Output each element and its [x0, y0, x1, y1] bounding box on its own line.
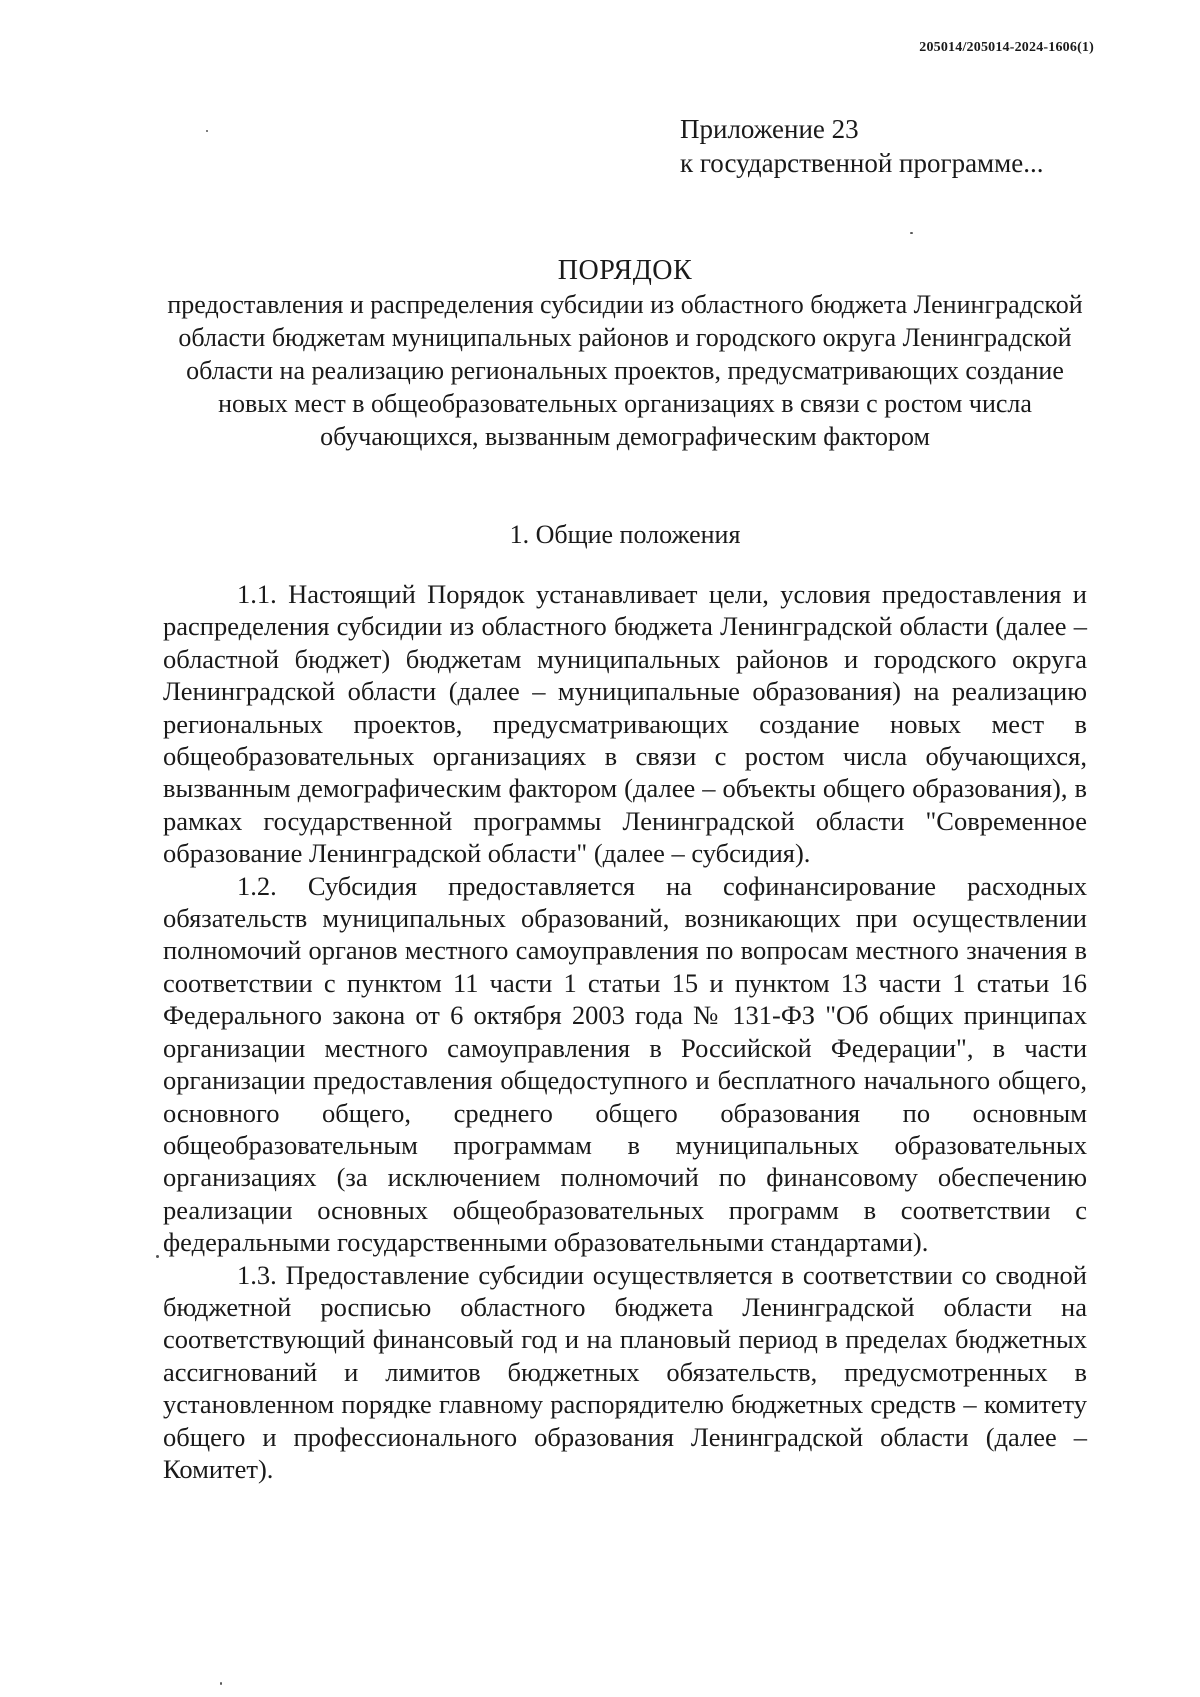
paragraph-1-2: 1.2. Субсидия предоставляется на софинансирование расходных обязательств муниципальных образований, возникающих при осуществлении полномочий органов местного самоуправления по вопросам местного значения в соответствии с пунктом 11 части 1 статьи 15 и пунктом 13 части 1 статьи 16 Федерального закона от 6 октября 2003 года № 131-ФЗ "Об общих принципах организации местного самоуправления в Российской Федерации", в части организации предоставления общедоступного и бесплатного начального общего, основного общего, среднего общего образования по основным общеобразовательным программам в муниципальных образовательных организациях (за исключением полномочий по финансовому обеспечению реализации основных общеобразовательных программ в соответствии с федеральными государственными образовательными стандартами). [163, 870, 1087, 1258]
scan-speck [220, 1682, 222, 1685]
appendix-line-1: Приложение 23 [680, 114, 859, 144]
scan-speck [910, 232, 913, 234]
document-title-block [160, 254, 1090, 453]
document-title: ПОРЯДОК [557, 255, 693, 286]
paragraph-1-3: 1.3. Предоставление субсидии осуществляется в соответствии со сводной бюджетной росписью областного бюджета Ленинградской области на соответствующий финансовый год и на плановый период в пределах бюджетных ассигнований и лимитов бюджетных обязательств, предусмотренных в установленном порядке главному распорядителю бюджетных средств – комитету общего и профессионального образования Ленинградской области (далее – Комитет). [163, 1259, 1087, 1484]
section-heading: 1. Общие положения [509, 520, 741, 549]
document-registration-number: 205014/205014-2024-1606(1) [919, 40, 1094, 55]
document-subtitle: предоставления и распределения субсидии из областного бюджета Ленинградской области бюджетам муниципальных районов и городского округа Ленинградской области на реализацию региональных проектов, предусматривающих создание новых мест в общеобразовательных организациях в связи с ростом числа обучающихся, вызванным демографическим фактором [167, 290, 1083, 451]
paragraph-1-1: 1.1. Настоящий Порядок устанавливает цели, условия предоставления и распределения субсидии из областного бюджета Ленинградской области (далее – областной бюджет) бюджетам муниципальных районов и городского округа Ленинградской области (далее – муниципальные образования) на реализацию региональных проектов, предусматривающих создание новых мест в общеобразовательных организациях в связи с ростом числа обучающихся, вызванным демографическим фактором (далее – объекты общего образования), в рамках государственной программы Ленинградской области "Современное образование Ленинградской области" (далее – субсидия). [163, 579, 1087, 869]
scan-speck [206, 130, 208, 132]
appendix-reference [680, 112, 1043, 180]
appendix-line-2: к государственной программе... [680, 148, 1044, 178]
section-body [163, 578, 1087, 1485]
scan-speck [156, 1255, 159, 1258]
